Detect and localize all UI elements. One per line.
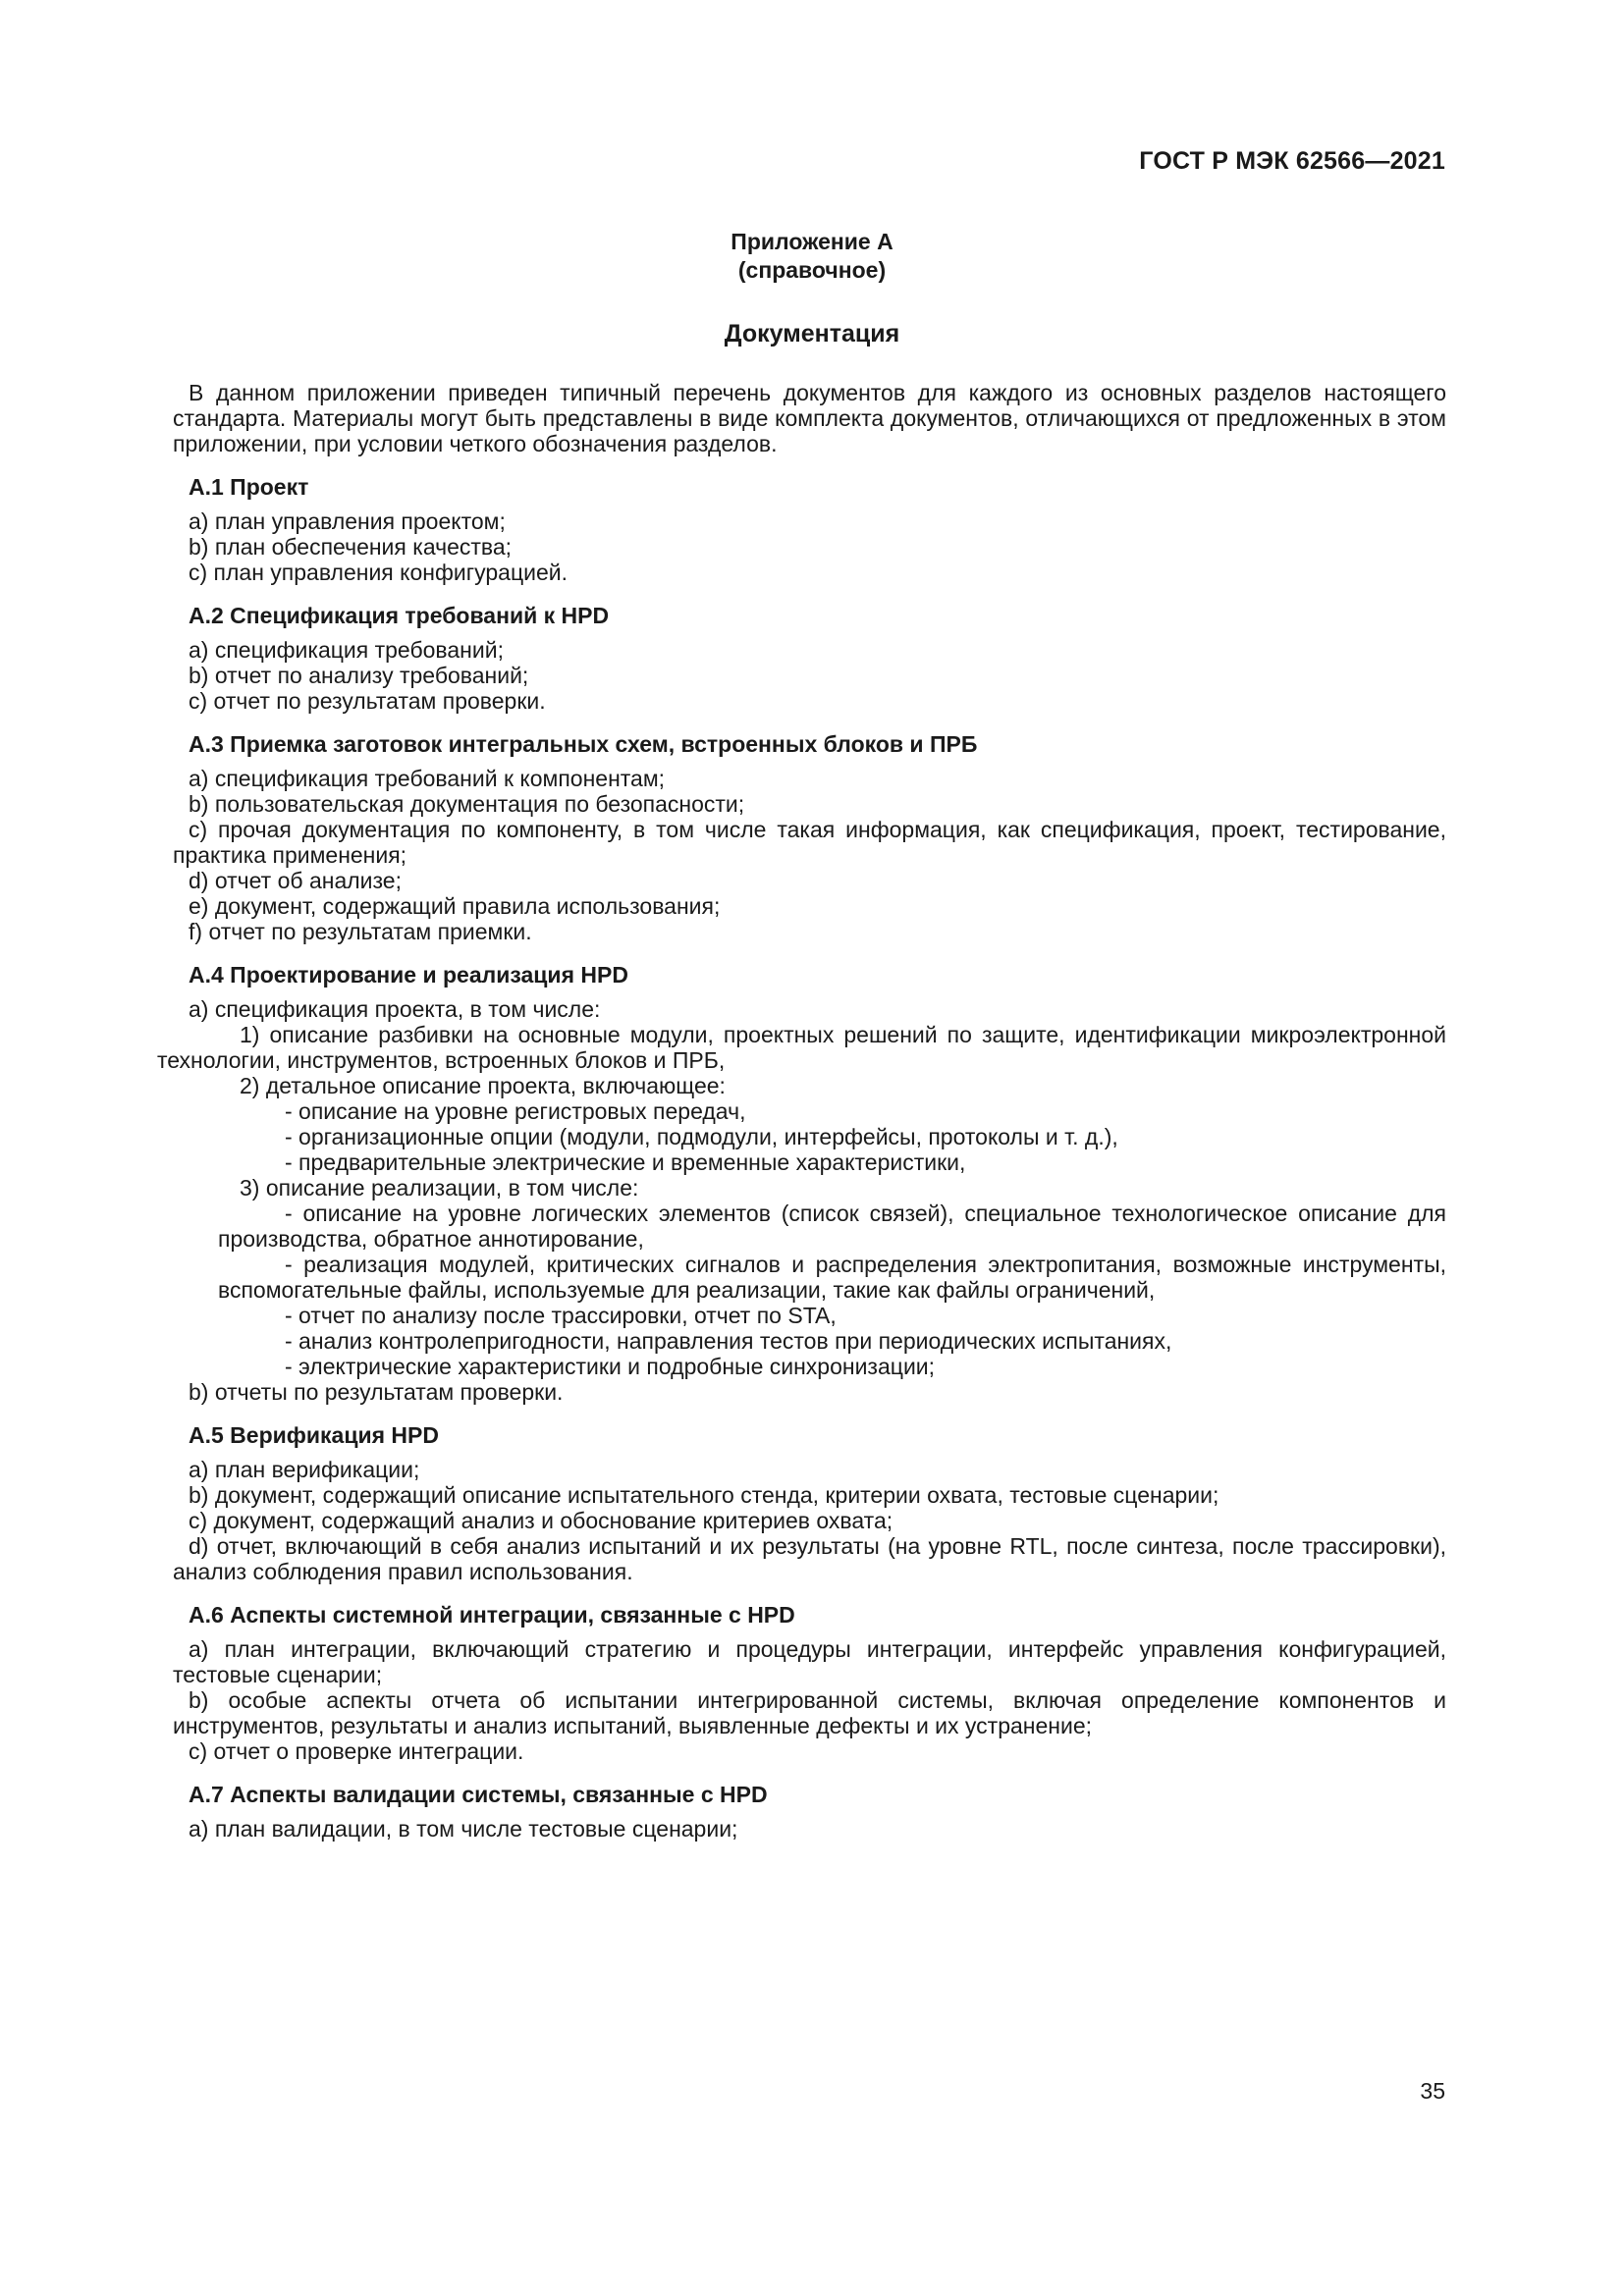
dash-item: - организационные опции (модули, подмодули, интерфейсы, протоколы и т. д.), — [285, 1124, 1118, 1149]
section-a3-heading: А.3 Приемка заготовок интегральных схем, встроенных блоков и ПРБ — [189, 731, 978, 757]
list-item: c) документ, содержащий анализ и обоснование критериев охвата; — [189, 1508, 893, 1533]
dash-item: - анализ контролепригодности, направления тестов при периодических испытаниях, — [285, 1328, 1172, 1354]
list-item: b) отчеты по результатам проверки. — [189, 1379, 564, 1405]
section-a2-heading: А.2 Спецификация требований к HPD — [189, 603, 610, 628]
dash-item: - реализация модулей, критических сигналов и распределения электропитания, возможные инструменты, вспомогательные файлы, используемые для реализации, такие как файлы ограничений, — [218, 1252, 1446, 1303]
intro-paragraph: В данном приложении приведен типичный перечень документов для каждого из основных разделов настоящего стандарта. Материалы могут быть представлены в виде комплекта документов, отличающихся от предложенных в этом приложении, при условии четкого обозначения разделов. — [173, 380, 1446, 456]
list-item: f) отчет по результатам приемки. — [189, 919, 532, 944]
list-item: d) отчет, включающий в себя анализ испытаний и их результаты (на уровне RTL, после синтеза, после трассировки), анализ соблюдения правил использования. — [173, 1533, 1446, 1584]
section-a5-heading: А.5 Верификация HPD — [189, 1422, 439, 1448]
list-item: c) прочая документация по компоненту, в том числе такая информация, как спецификация, проект, тестирование, практика применения; — [173, 817, 1446, 868]
list-item: c) отчет о проверке интеграции. — [189, 1738, 524, 1764]
dash-item: - описание на уровне логических элементов (список связей), специальное технологическое описание для производства, обратное аннотирование, — [218, 1201, 1446, 1252]
dash-item: - описание на уровне регистровых передач, — [285, 1098, 746, 1124]
document-code: ГОСТ Р МЭК 62566—2021 — [1139, 147, 1445, 175]
list-item: e) документ, содержащий правила использования; — [189, 893, 721, 919]
list-item: b) документ, содержащий описание испытательного стенда, критерии охвата, тестовые сценарии; — [189, 1482, 1219, 1508]
list-item: b) отчет по анализу требований; — [189, 663, 529, 688]
list-item: a) план управления проектом; — [189, 508, 506, 534]
appendix-title: Приложение А — [731, 229, 893, 254]
page-number: 35 — [1420, 2078, 1445, 2104]
list-item: a) спецификация требований к компонентам; — [189, 766, 666, 791]
appendix-heading: Документация — [724, 320, 900, 347]
list-item: a) план интеграции, включающий стратегию и процедуры интеграции, интерфейс управления конфигурацией, тестовые сценарии; — [173, 1636, 1446, 1687]
list-item: b) особые аспекты отчета об испытании интегрированной системы, включая определение компонентов и инструментов, результаты и анализ испытаний, выявленные дефекты и их устранение; — [173, 1687, 1446, 1738]
sub-list-item: 3) описание реализации, в том числе: — [240, 1175, 639, 1201]
dash-item: - отчет по анализу после трассировки, отчет по STA, — [285, 1303, 837, 1328]
list-item: b) план обеспечения качества; — [189, 534, 513, 560]
section-a7-heading: А.7 Аспекты валидации системы, связанные с HPD — [189, 1782, 768, 1807]
list-item: a) спецификация требований; — [189, 637, 504, 663]
list-item: c) отчет по результатам проверки. — [189, 688, 546, 714]
list-item: a) спецификация проекта, в том числе: — [189, 996, 601, 1022]
sub-list-item: 2) детальное описание проекта, включающее: — [240, 1073, 726, 1098]
sub-list-item: 1) описание разбивки на основные модули, проектных решений по защите, идентификации микроэлектронной технологии, инструментов, встроенных блоков и ПРБ, — [157, 1022, 1446, 1073]
section-a1-heading: А.1 Проект — [189, 474, 309, 500]
section-a6-heading: А.6 Аспекты системной интеграции, связанные с HPD — [189, 1602, 795, 1628]
list-item: c) план управления конфигурацией. — [189, 560, 568, 585]
dash-item: - предварительные электрические и временные характеристики, — [285, 1149, 966, 1175]
section-a4-heading: А.4 Проектирование и реализация HPD — [189, 962, 628, 988]
list-item: a) план верификации; — [189, 1457, 420, 1482]
document-body — [157, 380, 1446, 1842]
dash-item: - электрические характеристики и подробные синхронизации; — [285, 1354, 936, 1379]
list-item: b) пользовательская документация по безопасности; — [189, 791, 745, 817]
list-item: a) план валидации, в том числе тестовые сценарии; — [189, 1816, 738, 1842]
appendix-type: (справочное) — [737, 257, 887, 283]
list-item: d) отчет об анализе; — [189, 868, 402, 893]
